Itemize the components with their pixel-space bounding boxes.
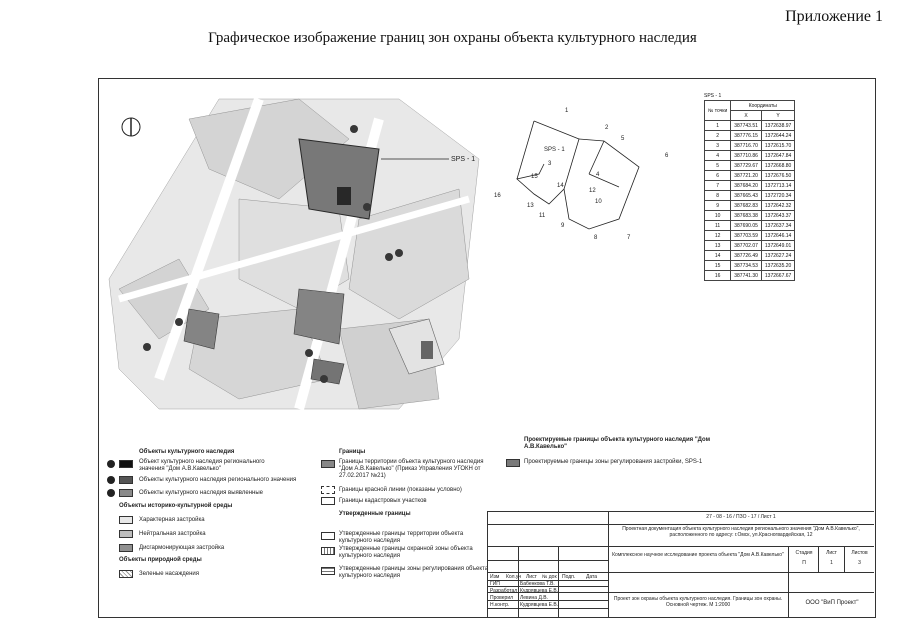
coords-cell-y: 1372647.84	[761, 151, 794, 161]
stamp-sheet-name: Комплексное научное исследование проекта объекта "Дом А.В.Кавелько"	[612, 552, 784, 558]
legend-swatch-red-line	[321, 486, 335, 494]
legend-col1-title3: Объекты природной среды	[119, 557, 202, 563]
legend-item-projected: Проектируемые границы зоны регулирования застройки, SPS-1	[524, 459, 703, 465]
coords-cell-point: 7	[705, 181, 731, 191]
coords-cell-point: 4	[705, 151, 731, 161]
coords-cell-point: 16	[705, 271, 731, 281]
coords-header-x: X	[731, 111, 762, 121]
coords-cell-y: 1372643.37	[761, 211, 794, 221]
stamp-code: 27 - 08 - 16 / ПЗО - 17 / Лист 1	[706, 514, 776, 520]
point-1: 1	[565, 108, 569, 114]
stamp-stage-value: П	[802, 560, 806, 566]
coords-cell-point: 2	[705, 131, 731, 141]
coords-cell-x: 387683.38	[731, 211, 762, 221]
point-8: 8	[594, 235, 598, 241]
legend-swatch-neutral	[119, 530, 133, 538]
coords-cell-point: 14	[705, 251, 731, 261]
coords-cell-point: 6	[705, 171, 731, 181]
coords-header-y: Y	[761, 111, 794, 121]
point-4: 4	[596, 172, 600, 178]
point-15: 15	[531, 174, 538, 180]
legend-swatch-regional	[119, 476, 133, 484]
coords-cell-x: 387729.67	[731, 161, 762, 171]
coords-cell-x: 387665.43	[731, 191, 762, 201]
stamp-sheets-value: 3	[858, 560, 861, 566]
legend-item-approved-protection: Утвержденные границы охранной зоны объекта культурного наследия	[339, 546, 473, 559]
legend-dot-1	[107, 460, 115, 468]
stamp-row-izm: Изм	[490, 574, 500, 580]
coords-cell-x: 387684.20	[731, 181, 762, 191]
coords-row	[705, 151, 795, 161]
coords-row	[705, 161, 795, 171]
legend-col2-title: Границы	[339, 449, 366, 455]
coords-cell-x: 387716.70	[731, 141, 762, 151]
legend-item-cadastral: Границы кадастровых участков	[339, 498, 427, 504]
coords-cell-y: 1372667.67	[761, 271, 794, 281]
coords-cell-y: 1372635.20	[761, 261, 794, 271]
legend-col3-title: Проектируемые границы объекта культурного наследия "Дом А.В.Кавелько"	[524, 437, 711, 450]
coords-cell-y: 1372638.97	[761, 121, 794, 131]
legend-col1-title2: Объекты историко-культурной среды	[119, 503, 233, 509]
coords-row	[705, 121, 795, 131]
coords-row	[705, 131, 795, 141]
point-10: 10	[595, 199, 602, 205]
stamp-sheet-header: Лист	[826, 550, 837, 556]
legend-swatch-regional-object	[119, 460, 133, 468]
coords-cell-point: 15	[705, 261, 731, 271]
coords-caption: SPS - 1	[704, 93, 722, 99]
legend-swatch-disharmonious	[119, 544, 133, 552]
legend-swatch-identified	[119, 489, 133, 497]
coords-row	[705, 231, 795, 241]
coords-row	[705, 171, 795, 181]
legend-swatch-characteristic	[119, 516, 133, 524]
coords-cell-y: 1372649.01	[761, 241, 794, 251]
coords-cell-x: 387703.59	[731, 231, 762, 241]
zone-label: SPS - 1	[451, 156, 476, 163]
coords-cell-point: 3	[705, 141, 731, 151]
coords-cell-y: 1372720.34	[761, 191, 794, 201]
stamp-drawing: Проект зон охраны объекта культурного наследия. Границы зон охраны. Основной чертеж. М 1:2000	[613, 596, 783, 608]
legend-item-territory: Границы территории объекта культурного наследия "Дом А.В.Кавелько" (Приказ Управления УГОКН от 27.02.2017 №21)	[339, 459, 484, 479]
legend-item-green: Зеленые насаждения	[139, 571, 199, 577]
legend-swatch-territory	[321, 460, 335, 468]
coords-cell-point: 8	[705, 191, 731, 201]
coords-cell-x: 387776.15	[731, 131, 762, 141]
legend-dot-2	[107, 476, 115, 484]
point-6: 6	[665, 153, 669, 159]
coordinates-table	[704, 93, 795, 281]
legend-item-red-line: Границы красной линии (показаны условно)	[339, 487, 462, 493]
point-13: 13	[527, 203, 534, 209]
scheme-label: SPS - 1	[544, 147, 565, 153]
base-map	[109, 99, 479, 409]
coords-cell-y: 1372627.24	[761, 251, 794, 261]
legend-swatch-green	[119, 570, 133, 578]
coords-row	[705, 261, 795, 271]
legend-col1-title: Объекты культурного наследия	[139, 449, 235, 455]
point-3: 3	[548, 161, 552, 167]
stamp-row-date: Дата	[586, 574, 598, 580]
coords-cell-point: 11	[705, 221, 731, 231]
legend-item-characteristic: Характерная застройка	[139, 517, 205, 523]
coords-cell-x: 387741.30	[731, 271, 762, 281]
coords-cell-y: 1372676.50	[761, 171, 794, 181]
point-11: 11	[539, 213, 546, 219]
legend-item-approved-regulation: Утвержденные границы зоны регулирования объекта культурного наследия	[339, 566, 489, 579]
stamp-stage-header: Стадия	[795, 550, 813, 556]
stamp-company: ООО "ВиП Проект"	[805, 600, 859, 606]
legend-dot-3	[107, 489, 115, 497]
stamp-row-sign: Подп.	[562, 574, 576, 580]
stamp-role-3: Н.контр.	[490, 602, 510, 608]
stamp-name-1: Кудрявцева Е.В.	[520, 588, 559, 594]
point-9: 9	[561, 223, 565, 229]
legend-swatch-approved-regulation	[321, 567, 335, 575]
coords-row	[705, 271, 795, 281]
coords-cell-x: 387743.51	[731, 121, 762, 131]
coords-row	[705, 191, 795, 201]
coords-cell-y: 1372637.34	[761, 221, 794, 231]
stamp-row-list: Лист	[526, 574, 537, 580]
point-7: 7	[627, 235, 631, 241]
stamp-project: Проектная документация объекта культурного наследия регионального значения "Дом А.В.Кавелько", расположенного по адресу: г.Омск, ул.Красногвардейская, 12	[622, 526, 860, 538]
legend-item-regional-object: Объект культурного наследия регионального значения "Дом А.В.Кавелько"	[139, 459, 265, 472]
coords-cell-x: 387690.05	[731, 221, 762, 231]
coords-cell-y: 1372642.32	[761, 201, 794, 211]
legend-item-neutral: Нейтральная застройка	[139, 531, 206, 537]
scheme-point-labels	[494, 108, 669, 241]
coords-cell-point: 9	[705, 201, 731, 211]
coords-cell-x: 387682.83	[731, 201, 762, 211]
coords-row	[705, 201, 795, 211]
stamp-role-2: Проверил	[490, 595, 514, 601]
point-2: 2	[605, 125, 609, 131]
coords-cell-x: 387726.49	[731, 251, 762, 261]
coords-cell-y: 1372713.14	[761, 181, 794, 191]
point-12: 12	[589, 188, 596, 194]
coords-cell-y: 1372646.14	[761, 231, 794, 241]
stamp-role-0: ГИП	[490, 581, 500, 587]
coords-row	[705, 181, 795, 191]
legend-item-disharmonious: Дисгармонирующая застройка	[139, 545, 225, 551]
legend-item-approved-territory: Утвержденные границы территории объекта культурного наследия	[339, 531, 464, 544]
coords-cell-point: 10	[705, 211, 731, 221]
coords-row	[705, 251, 795, 261]
north-arrow-icon	[122, 118, 140, 136]
coords-cell-y: 1372668.80	[761, 161, 794, 171]
coords-row	[705, 241, 795, 251]
stamp-name-0: Бабенкова Т.В.	[520, 581, 555, 587]
legend-swatch-projected	[506, 459, 520, 467]
legend-item-regional: Объекты культурного наследия регионального значения	[139, 477, 297, 483]
point-16: 16	[494, 193, 501, 199]
coords-cell-y: 1372644.24	[761, 131, 794, 141]
coords-row	[705, 211, 795, 221]
appendix-label: Приложение 1	[785, 8, 883, 25]
stamp-role-1: Разработал	[490, 588, 518, 594]
stamp-sheets-header: Листов	[851, 550, 868, 556]
coords-header-point: № точки	[705, 101, 731, 121]
coords-cell-point: 12	[705, 231, 731, 241]
legend-item-identified: Объекты культурного наследия выявленные	[139, 490, 263, 496]
title-block	[487, 511, 874, 617]
stamp-name-3: Кудрявцева Е.В.	[520, 602, 559, 608]
legend-item-approved: Утвержденные границы	[339, 511, 411, 517]
coords-row	[705, 141, 795, 151]
legend-swatch-approved-protection	[321, 547, 335, 555]
coords-cell-x: 387710.86	[731, 151, 762, 161]
stamp-row-koluch: Кол.уч	[506, 574, 521, 580]
coords-cell-point: 1	[705, 121, 731, 131]
point-5: 5	[621, 136, 625, 142]
coords-cell-point: 13	[705, 241, 731, 251]
stamp-name-2: Левина Д.В.	[520, 595, 548, 601]
page-title: Графическое изображение границ зон охраны объекта культурного наследия	[208, 30, 697, 46]
legend-swatch-cadastral	[321, 497, 335, 505]
coords-cell-x: 387702.07	[731, 241, 762, 251]
stamp-sheet-value: 1	[830, 560, 833, 566]
coords-cell-x: 387734.53	[731, 261, 762, 271]
coords-cell-y: 1372615.70	[761, 141, 794, 151]
stamp-row-doc: № док	[542, 574, 557, 580]
coords-cell-point: 5	[705, 161, 731, 171]
point-14: 14	[557, 183, 564, 189]
coords-cell-x: 387721.20	[731, 171, 762, 181]
coords-header-coords: Координаты	[731, 101, 795, 111]
drawing-sheet	[98, 78, 876, 618]
legend-swatch-approved-territory	[321, 532, 335, 540]
coords-row	[705, 221, 795, 231]
